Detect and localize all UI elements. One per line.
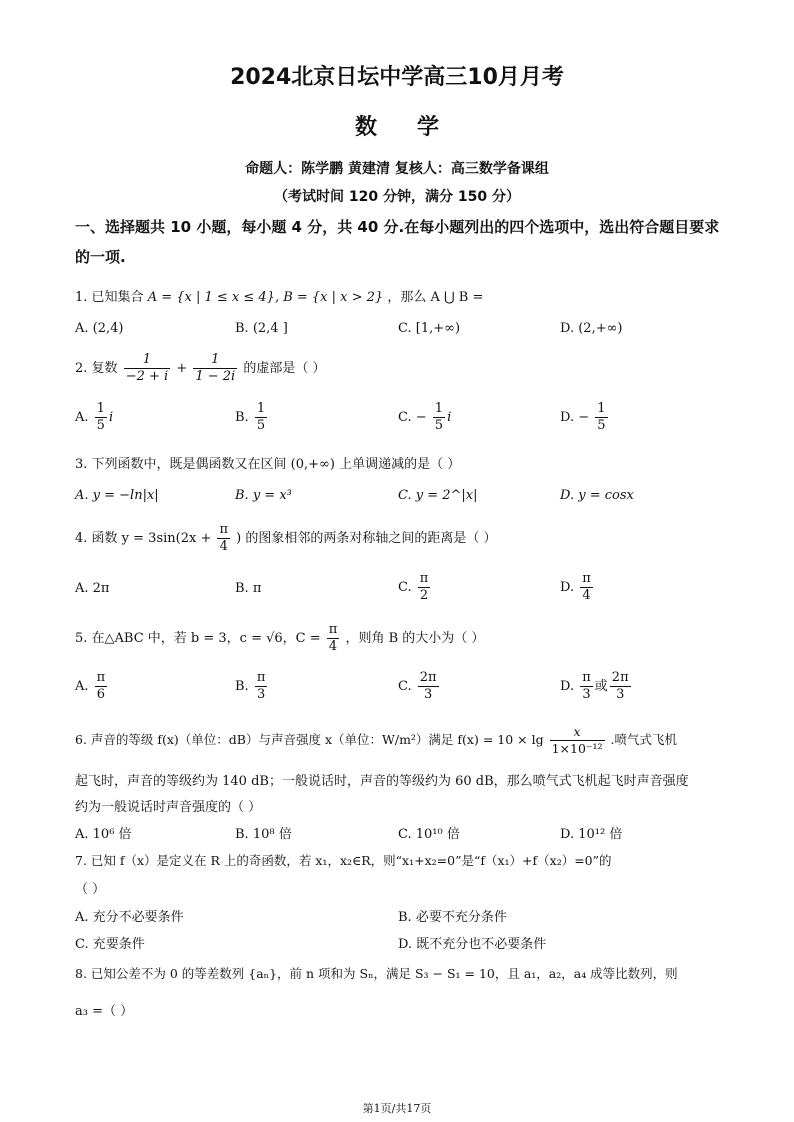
q6-line-3: 约为一般说话时声音强度的（ ） [75, 800, 262, 815]
q1-option-c: C. [1,+∞) [398, 321, 461, 336]
q2-opt-d-den: 5 [597, 418, 606, 433]
q5-option-c [398, 670, 441, 703]
subject-title: 数学 [354, 115, 479, 140]
q6-frac-num: x [550, 724, 605, 741]
q2-prefix: 2. 复数 [75, 361, 118, 376]
q1-option-b: B. (2,4 ] [235, 321, 288, 336]
q2-frac2-den: 1 − 2i [195, 369, 236, 384]
q4-pi-num: π [219, 522, 229, 537]
q7-option-a: A. 充分不必要条件 [75, 910, 184, 925]
q6-frac [550, 724, 605, 757]
q5-c-num: π [328, 622, 338, 637]
q5-prefix: 5. 在△ABC 中，若 b = 3，c = √6，C = [75, 631, 321, 646]
question-2 [75, 352, 326, 385]
q2-plus: + [176, 361, 188, 376]
question-7: 7. 已知 f（x）是定义在 R 上的奇函数，若 x₁，x₂∈R，则“x₁+x₂=0”是“f（x₁）+f（x₂）=0”的 [75, 853, 612, 868]
q2-suffix: 的虚部是（ ） [243, 361, 326, 376]
q5-option-b [235, 670, 269, 703]
q2-opt-a-frac [95, 401, 107, 434]
q2-opt-b-num: 1 [256, 401, 266, 416]
q2-opt-c-frac [433, 401, 445, 434]
q7-option-b: B. 必要不充分条件 [398, 910, 507, 925]
q5-opt-a-num: π [96, 670, 106, 685]
q4-opt-d-num: π [582, 571, 591, 586]
q4-opt-d-frac [580, 571, 593, 604]
q3-option-c: C. y = 2^|x| [398, 488, 478, 503]
q2-option-a [75, 401, 113, 434]
q6-frac-den: 1×10⁻¹² [551, 741, 603, 756]
q2-option-b [235, 401, 269, 434]
q1-option-d: D. (2,+∞) [560, 321, 623, 336]
q3-option-a: A. y = −ln|x| [75, 488, 159, 503]
q5-opt-b-den: 3 [256, 687, 266, 702]
q5-opt-c-den: 3 [424, 687, 433, 702]
q2-opt-c-den: 5 [434, 418, 444, 433]
q2-option-d [560, 401, 610, 434]
q3-option-b: B. y = x³ [235, 488, 292, 503]
q2-opt-a-num: 1 [96, 401, 105, 416]
q1-option-a: A. (2,4) [75, 321, 124, 336]
q1-sets: A = {x | 1 ≤ x ≤ 4}, B = {x | x > 2} [147, 290, 384, 305]
authors-line: 命题人：陈学鹏 黄建清 复核人：高三数学备课组 [245, 161, 549, 177]
q6-option-c: C. 10¹⁰ 倍 [398, 827, 460, 842]
q5-opt-d-label: D. [560, 679, 575, 694]
q4-opt-d-label: D. [560, 580, 575, 595]
q6-line-2: 起飞时，声音的等级约为 140 dB；一般说话时，声音的等级约为 60 dB，那么喷气式飞机起飞时声音强度 [75, 774, 689, 789]
section-heading: 一、选择题共 10 小题，每小题 4 分，共 40 分.在每小题列出的四个选项中，选出符合题目要求的一项. [75, 218, 720, 266]
q4-opt-c-den: 2 [419, 588, 429, 603]
q2-opt-d-num: 1 [597, 401, 606, 416]
question-6 [75, 724, 677, 757]
q4-opt-d-den: 4 [582, 588, 591, 603]
q4-option-c [398, 571, 432, 604]
q4-option-a: A. 2π [75, 581, 110, 596]
q5-opt-b-label: B. [235, 679, 249, 694]
q2-opt-b-frac [255, 401, 267, 434]
q6-option-b: B. 10⁸ 倍 [235, 827, 292, 842]
q2-opt-d-frac [595, 401, 607, 434]
q2-frac2-num: 1 [193, 352, 237, 369]
q5-c-den: 4 [328, 639, 338, 654]
q2-opt-a-label: A. [75, 410, 89, 425]
q6-prefix: 6. 声音的等级 f(x)（单位：dB）与声音强度 x（单位：W/m²）满足 f(x) = 10 × lg [75, 732, 544, 747]
q3-option-d: D. y = cosx [560, 488, 634, 503]
q4-option-b: B. π [235, 581, 262, 596]
q4-option-d [560, 571, 595, 604]
q2-frac1-num: 1 [124, 352, 170, 369]
question-8: 8. 已知公差不为 0 的等差数列 {aₙ}，前 n 项和为 Sₙ，满足 S₃ − S₁ = 10，且 a₁，a₂，a₄ 成等比数列，则 [75, 966, 678, 981]
q2-opt-b-label: B. [235, 410, 249, 425]
q6-option-d: D. 10¹² 倍 [560, 827, 623, 842]
question-1 [75, 286, 483, 305]
q6-suffix: .喷气式飞机 [610, 732, 677, 747]
q4-opt-c-label: C. [398, 580, 412, 595]
q1-suffix: ，那么 A ⋃ B = [387, 290, 484, 305]
q5-opt-d-or: 或 [594, 679, 608, 694]
q5-option-d [560, 670, 633, 703]
q2-opt-c-tail: i [447, 410, 452, 425]
q5-opt-d-den2: 3 [616, 687, 625, 702]
q4-prefix: 4. 函数 y = 3sin(2x + [75, 531, 212, 546]
q4-suffix: ) 的图象相邻的两条对称轴之间的距离是（ ） [236, 531, 497, 546]
q5-opt-a-label: A. [75, 679, 89, 694]
q5-opt-c-num: 2π [419, 670, 437, 685]
q1-prefix: 1. 已知集合 [75, 290, 144, 305]
q2-opt-c-num: 1 [434, 401, 444, 416]
page-footer: 第1页/共17页 [362, 1102, 432, 1115]
q5-opt-d-num1: π [582, 670, 591, 685]
q8-line-2: a₃ =（ ） [75, 1004, 134, 1019]
question-4 [75, 522, 497, 555]
q4-opt-c-num: π [419, 571, 429, 586]
q4-pi-frac [217, 522, 230, 555]
q2-opt-d-label: D. − [560, 410, 590, 425]
q4-opt-c-frac [418, 571, 431, 604]
time-info: （考试时间 120 分钟，满分 150 分） [274, 189, 520, 205]
q2-frac1-den: −2 + i [125, 369, 169, 384]
q4-pi-den: 4 [219, 539, 228, 554]
question-5 [75, 622, 484, 655]
q2-option-c [398, 401, 451, 434]
q2-opt-a-tail: i [108, 410, 114, 425]
q5-opt-c-label: C. [398, 679, 412, 694]
question-3: 3. 下列函数中，既是偶函数又在区间 (0,+∞) 上单调递减的是（ ） [75, 457, 461, 472]
q7-option-c: C. 充要条件 [75, 937, 145, 952]
q2-opt-c-label: C. − [398, 410, 427, 425]
q6-option-a: A. 10⁶ 倍 [75, 827, 132, 842]
q2-opt-b-den: 5 [256, 418, 266, 433]
q5-opt-d-num2: 2π [611, 670, 629, 685]
q5-opt-b-num: π [256, 670, 266, 685]
q5-opt-a-den: 6 [96, 687, 106, 702]
q5-opt-d-den1: 3 [582, 687, 591, 702]
q7-option-d: D. 既不充分也不必要条件 [398, 937, 547, 952]
q5-opt-d-frac1 [580, 670, 593, 703]
q5-opt-d-frac2 [610, 670, 631, 703]
exam-title: 2024北京日坛中学高三10月月考 [230, 65, 564, 90]
q5-opt-c-frac [418, 670, 439, 703]
q2-opt-a-den: 5 [96, 418, 105, 433]
q5-c-frac [327, 622, 340, 655]
q5-suffix: ，则角 B 的大小为（ ） [345, 631, 485, 646]
q2-fraction-2 [193, 352, 237, 385]
q7-line-2: （ ） [75, 882, 106, 897]
q5-opt-b-frac [255, 670, 268, 703]
q2-fraction-1 [124, 352, 170, 385]
q5-option-a [75, 670, 109, 703]
q5-opt-a-frac [95, 670, 108, 703]
